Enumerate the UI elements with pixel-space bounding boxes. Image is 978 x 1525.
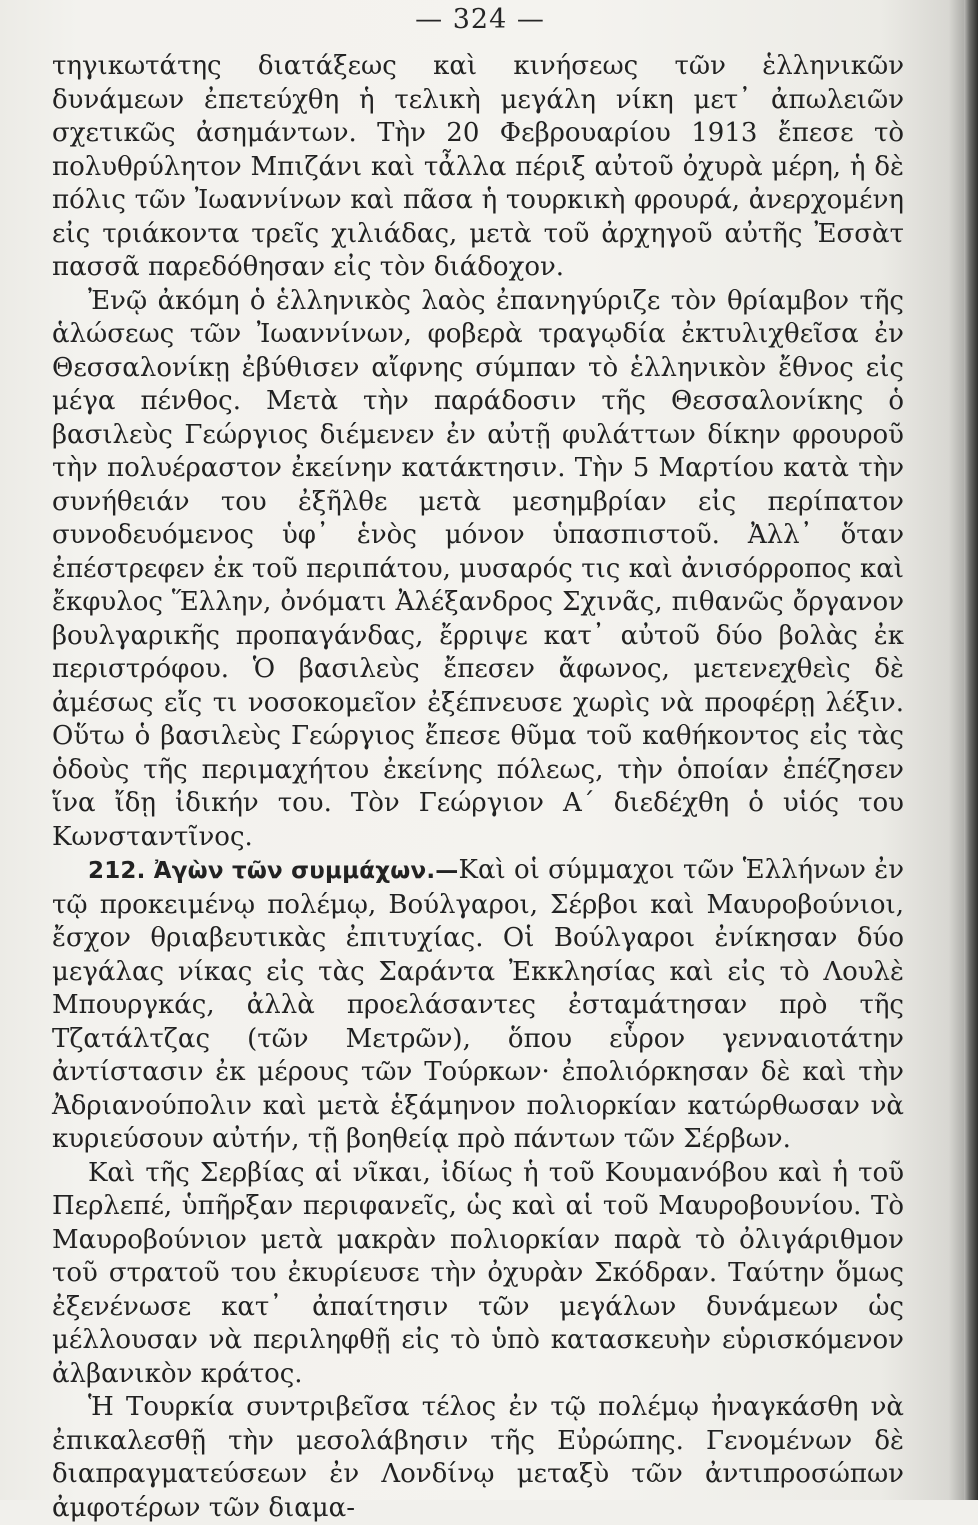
paragraph-2 [52, 285, 904, 855]
paragraph-5 [52, 1391, 904, 1525]
page-number: — 324 — [415, 4, 545, 35]
paragraph-3 [52, 854, 904, 1157]
paragraph-1 [52, 50, 904, 285]
paragraph-1-text: τηγικωτάτης διατάξεως καὶ κινήσεως τῶν ἑλληνικῶν δυνάμεων ἐπετεύχθη ἡ τελικὴ μεγάλη νίκη μετ᾽ ἀπωλειῶν σχετικῶς ἀσημάντων. Τὴν 20 Φεβρουαρίου 1913 ἔπεσε τὸ πολυθρύλητον Μπιζάνι καὶ τἆλλα πέριξ αὐτοῦ ὀχυρὰ μέρη, ἡ δὲ πόλις τῶν Ἰωαννίνων καὶ πᾶσα ἡ τουρκικὴ φρουρά, ἀνερχομένη εἰς τριάκοντα τρεῖς χιλιάδας, μετὰ τοῦ ἀρχηγοῦ αὐτῆς Ἐσσὰτ πασσᾶ παρεδόθησαν εἰς τὸν διάδοχον. [52, 51, 904, 282]
paragraph-2-text: Ἐνῷ ἀκόμη ὁ ἑλληνικὸς λαὸς ἐπανηγύριζε τὸν θρίαμβον τῆς ἁλώσεως τῶν Ἰωαννίνων, φοβερὰ τραγῳδία ἐκτυλιχθεῖσα ἐν Θεσσαλονίκῃ ἐβύθισεν αἴφνης σύμπαν τὸ ἑλληνικὸν ἔθνος εἰς μέγα πένθος. Μετὰ τὴν παράδοσιν τῆς Θεσσαλονίκης ὁ βασιλεὺς Γεώργιος διέμενεν ἐν αὐτῇ φυλάττων δίκην φρουροῦ τὴν πολυέραστον ἐκείνην κατάκτησιν. Τὴν 5 Μαρτίου κατὰ τὴν συνήθειάν του ἐξῆλθε μετὰ μεσημβρίαν εἰς περίπατον συνοδευόμενος ὑφ᾽ ἑνὸς μόνον ὑπασπιστοῦ. Ἀλλ᾽ ὅταν ἐπέστρεφεν ἐκ τοῦ περιπάτου, μυσαρός τις καὶ ἀνισόρροπος καὶ ἔκφυλος Ἕλλην, ὀνόματι Ἀλέξανδρος Σχινᾶς, πιθανῶς ὄργανον βουλγαρικῆς προπαγάνδας, ἔρριψε κατ᾽ αὐτοῦ δύο βολὰς ἐκ περιστρόφου. Ὁ βασιλεὺς ἔπεσεν ἄφωνος, μετενεχθεὶς δὲ ἀμέσως εἴς τι νοσοκομεῖον ἐξέπνευσε χωρὶς νὰ προφέρῃ λέξιν. Οὕτω ὁ βασιλεὺς Γεώργιος ἔπεσε θῦμα τοῦ καθήκοντος εἰς τὰς ὁδοὺς τῆς περιμαχήτου ἐκείνης πόλεως, τὴν ὁποίαν ἐπέζησεν ἵνα ἴδῃ ἰδικήν του. Τὸν Γεώργιον Α΄ διεδέχθη ὁ υἱός του Κωνσταντῖνος. [52, 285, 904, 852]
paragraph-4-text: Καὶ τῆς Σερβίας αἱ νῖκαι, ἰδίως ἡ τοῦ Κουμανόβου καὶ ἡ τοῦ Περλεπέ, ὑπῆρξαν περιφανεῖς, ὡς καὶ αἱ τοῦ Μαυροβουνίου. Τὸ Μαυροβούνιον μετὰ μακρὰν πολιορκίαν παρὰ τὸ ὀλιγάριθμον τοῦ στρατοῦ του ἐκυρίευσε τὴν ὀχυρὰν Σκόδραν. Ταύτην ὅμως ἐξενένωσε κατ᾽ ἀπαίτησιν τῶν μεγάλων δυνάμεων ὡς μέλλουσαν νὰ περιληφθῇ εἰς τὸ ὑπὸ κατασκευὴν εὑρισκόμενον ἀλβανικὸν κράτος. [52, 1157, 904, 1389]
paragraph-5-text: Ἡ Τουρκία συντριβεῖσα τέλος ἐν τῷ πολέμῳ ἠναγκάσθη νὰ ἐπικαλεσθῇ τὴν μεσολάβησιν τῆς Εὐρώπης. Γενομένων δὲ διαπραγματεύσεων ἐν Λονδίνῳ μεταξὺ τῶν ἀντιπροσώπων ἀμφοτέρων τῶν διαμα- [52, 1392, 904, 1523]
body-text [52, 50, 904, 1525]
paragraph-3-text: Καὶ οἱ σύμμαχοι τῶν Ἑλλήνων ἐν τῷ προκειμένῳ πολέμῳ, Βούλγαροι, Σέρβοι καὶ Μαυροβούνιοι, ἔσχον θριαβευτικὰς ἐπιτυχίας. Οἱ Βούλγαροι ἐνίκησαν δύο μεγάλας νίκας εἰς τὰς Σαράντα Ἐκκλησίας καὶ εἰς τὸ Λουλὲ Μπουργκάς, ἀλλὰ προελάσαντες ἐσταμάτησαν πρὸ τῆς Τζατάλτζας (τῶν Μετρῶν), ὅπου εὗρον γενναιοτάτην ἀντίστασιν ἐκ μέρους τῶν Τούρκων· ἐπολιόρκησαν δὲ καὶ τὴν Ἀδριανούπολιν καὶ μετὰ ἑξάμηνον πολιορκίαν κατώρθωσαν νὰ κυριεύσουν αὐτήν, τῇ βοηθείᾳ πρὸ πάντων τῶν Σέρβων. [52, 855, 904, 1154]
page-edge-shadow [964, 0, 978, 1500]
paragraph-4 [52, 1157, 904, 1392]
section-heading: 212. Ἀγὼν τῶν συμμάχων.— [88, 858, 459, 884]
